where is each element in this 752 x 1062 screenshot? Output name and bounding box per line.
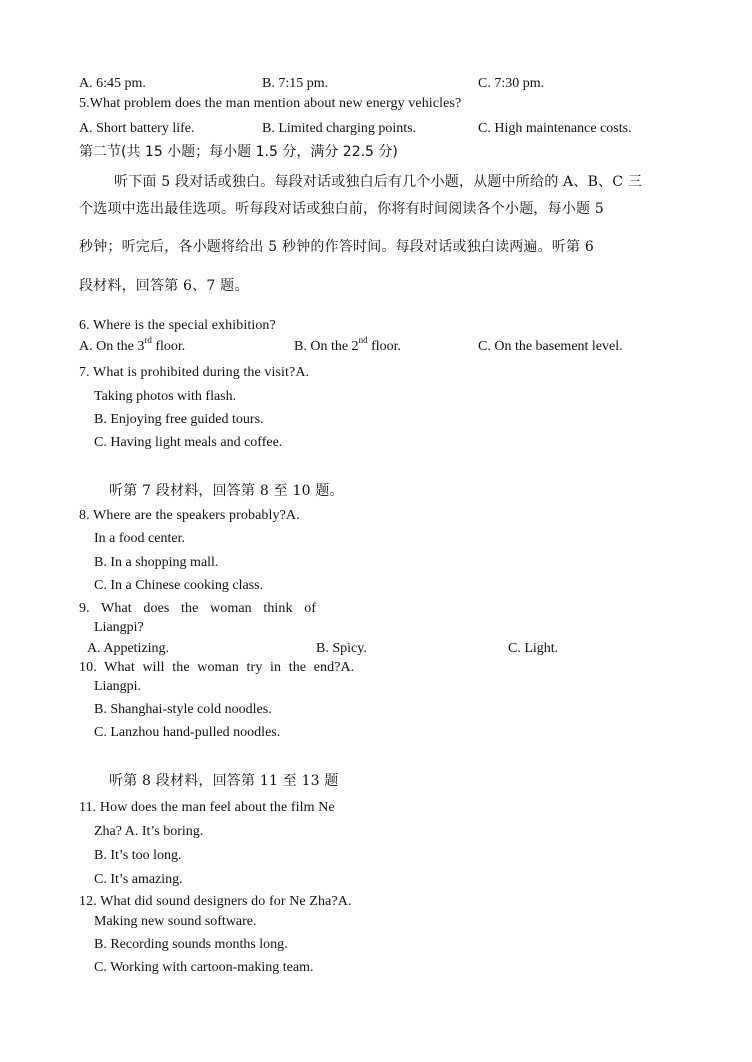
q9-option-c: C. Light. (508, 641, 559, 656)
instructions-line-1: 听下面 5 段对话或独白。每段对话或独白后有几个小题，从题中所给的 A、B、C 三 (114, 174, 643, 190)
q12-stem: 12. What did sound designers do for Ne Zha?A. (79, 894, 352, 909)
q6-stem: 6. Where is the special exhibition? (79, 318, 276, 333)
q11-stem-continued: Zha? A. It’s boring. (94, 824, 204, 839)
q7-stem: 7. What is prohibited during the visit?A. (79, 365, 310, 380)
q9-stem-continued: Liangpi? (94, 620, 144, 635)
q8-option-a: In a food center. (94, 531, 185, 546)
material-8-heading: 听第 8 段材料，回答第 11 至 13 题 (109, 773, 339, 789)
q5-option-b: B. Limited charging points. (262, 121, 417, 136)
q7-option-b: B. Enjoying free guided tours. (94, 412, 264, 427)
q4-option-b: B. 7:15 pm. (262, 76, 329, 91)
q11-stem: 11. How does the man feel about the film Ne (79, 800, 335, 815)
q10-option-b: B. Shanghai-style cold noodles. (94, 702, 272, 717)
q11-option-c: C. It’s amazing. (94, 872, 183, 887)
q10-option-c: C. Lanzhou hand-pulled noodles. (94, 725, 281, 740)
q4-option-a: A. 6:45 pm. (79, 76, 146, 91)
instructions-line-2: 个选项中选出最佳选项。听每段对话或独白前，你将有时间阅读各个小题，每小题 5 (79, 201, 604, 217)
q5-option-a: A. Short battery life. (79, 121, 195, 136)
q6-option-b: B. On the 2nd floor. (294, 335, 402, 354)
q11-option-b: B. It’s too long. (94, 848, 182, 863)
q4-option-c: C. 7:30 pm. (478, 76, 545, 91)
q6-option-a: A. On the 3rd floor. (79, 335, 186, 354)
q12-option-c: C. Working with cartoon-making team. (94, 960, 314, 975)
q8-option-b: B. In a shopping mall. (94, 555, 219, 570)
q6-option-c: C. On the basement level. (478, 339, 623, 354)
q8-stem: 8. Where are the speakers probably?A. (79, 508, 300, 523)
q10-stem: 10. What will the woman try in the end?A. (79, 660, 355, 675)
q12-option-a: Making new sound software. (94, 914, 257, 929)
q9-option-a: A. Appetizing. (87, 641, 170, 656)
instructions-line-3: 秒钟；听完后，各小题将给出 5 秒钟的作答时间。每段对话或独白读两遍。听第 6 (79, 239, 594, 255)
section-heading: 第二节(共 15 小题；每小题 1.5 分，满分 22.5 分) (79, 144, 398, 160)
q12-option-b: B. Recording sounds months long. (94, 937, 288, 952)
material-7-heading: 听第 7 段材料，回答第 8 至 10 题。 (109, 483, 344, 499)
q9-stem: 9. What does the woman think of (79, 601, 317, 616)
q5-stem: 5.What problem does the man mention about new energy vehicles? (79, 96, 462, 111)
q8-option-c: C. In a Chinese cooking class. (94, 578, 264, 593)
q5-option-c: C. High maintenance costs. (478, 121, 632, 136)
q9-option-b: B. Spicy. (316, 641, 367, 656)
q7-option-a: Taking photos with flash. (94, 389, 237, 404)
q10-option-a: Liangpi. (94, 679, 142, 694)
q7-option-c: C. Having light meals and coffee. (94, 435, 283, 450)
instructions-line-4: 段材料，回答第 6、7 题。 (79, 278, 249, 294)
